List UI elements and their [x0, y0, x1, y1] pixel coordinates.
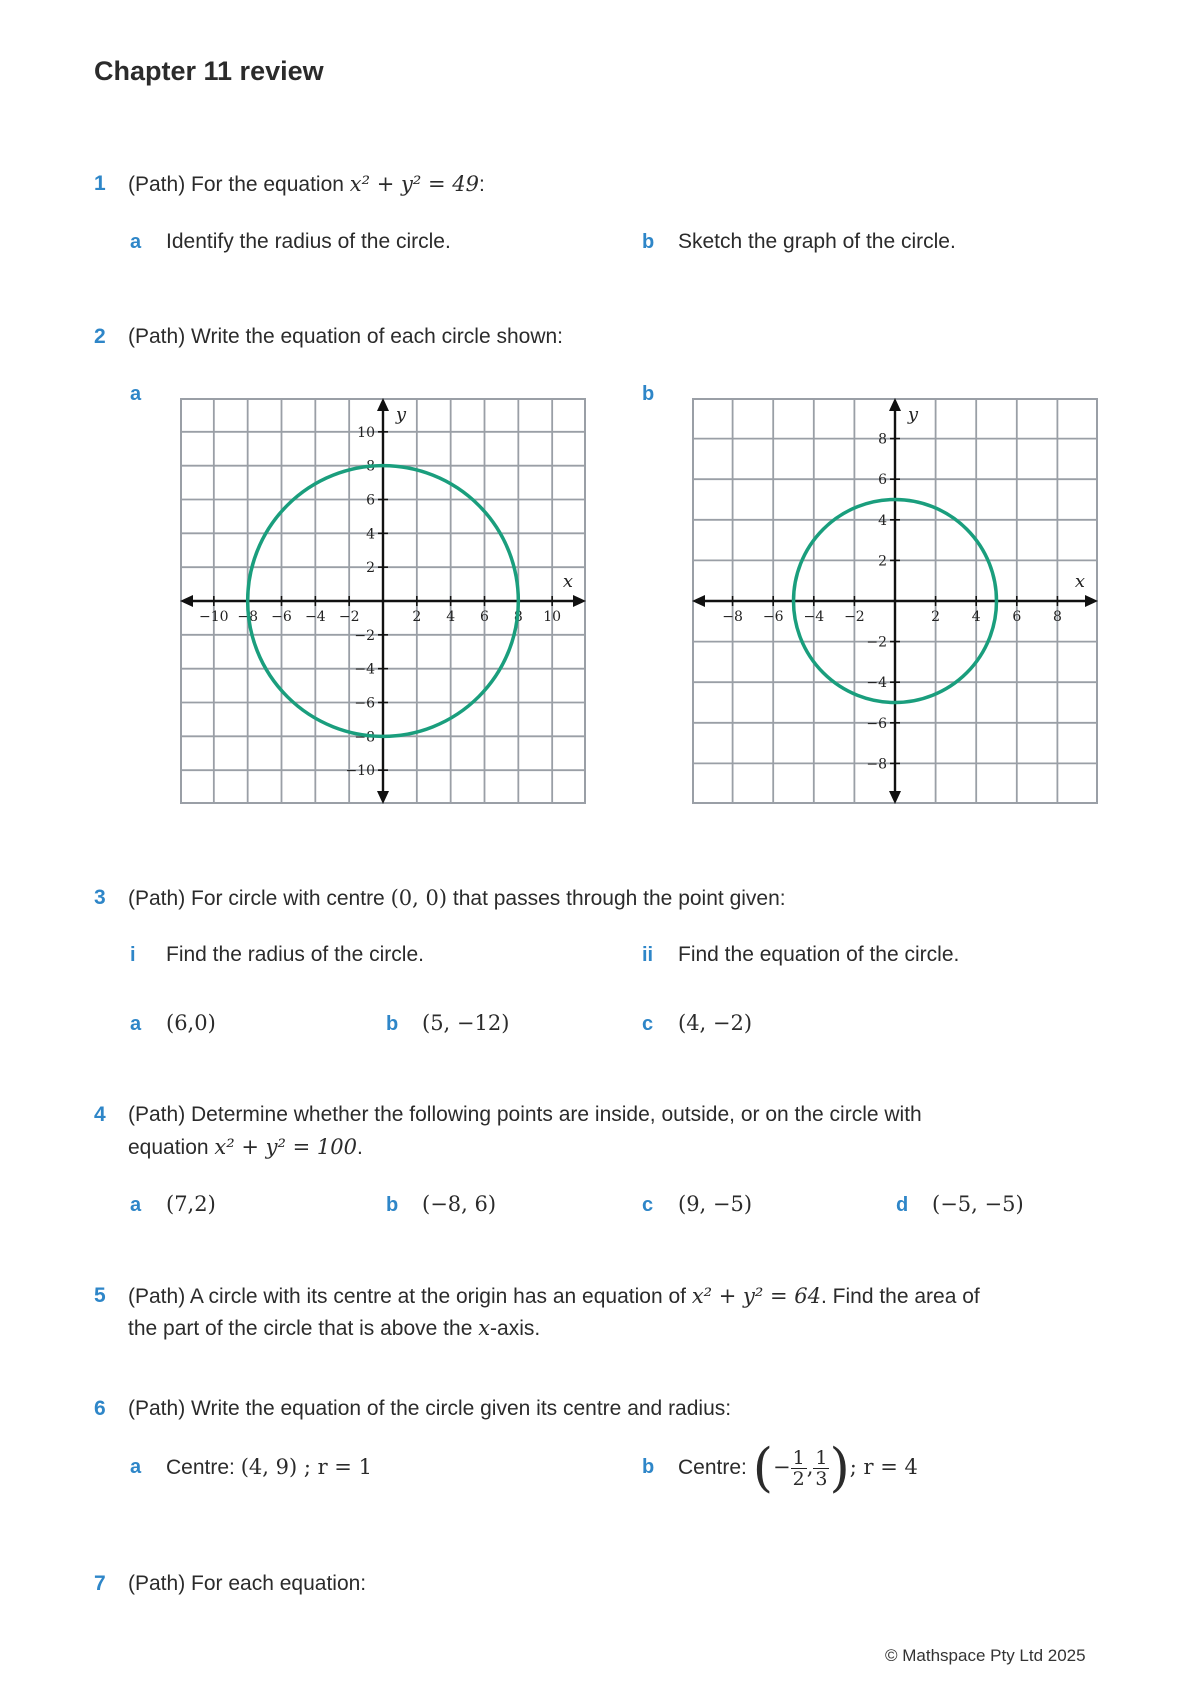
x-tick-label: −2 [338, 609, 360, 625]
y-tick-label: 8 [878, 431, 887, 448]
x-tick-label: 2 [412, 609, 422, 625]
question-number: 2 [94, 325, 106, 348]
part-label: ii [642, 944, 654, 966]
part-label: b [642, 383, 655, 405]
centre-value: (4, 9) ; r = 1 [240, 1455, 372, 1479]
y-tick-label: 4 [878, 512, 887, 529]
fraction-numerator: 1 [792, 1446, 805, 1469]
question-text-line-2 [128, 1135, 363, 1160]
y-axis-label: y [395, 404, 407, 425]
part-label: c [642, 1013, 654, 1035]
radius-value: ; r = 4 [849, 1455, 918, 1479]
close-paren: ) [829, 1438, 850, 1499]
question-text [128, 886, 786, 911]
y-tick-label: −2 [354, 627, 375, 644]
y-tick-label: −4 [866, 675, 887, 692]
part-text: Sketch the graph of the circle. [678, 230, 956, 253]
part-label: b [386, 1013, 399, 1035]
question-1-equation: x² + y² = 49 [349, 172, 479, 196]
part-label: c [642, 1194, 654, 1216]
question-5-equation: x² + y² = 64 [691, 1284, 821, 1308]
centre-label: Centre: [678, 1456, 753, 1479]
part-label: b [642, 1456, 655, 1478]
part-text: Find the equation of the circle. [678, 943, 960, 966]
part-text [678, 1436, 918, 1499]
centre-label: Centre: [166, 1456, 241, 1479]
x-tick-label: 8 [1052, 609, 1062, 625]
x-tick-label: 4 [446, 609, 456, 625]
question-number: 5 [94, 1284, 106, 1307]
part-value: (−8, 6) [422, 1192, 497, 1216]
y-tick-label: 2 [366, 560, 375, 577]
y-tick-label: −4 [354, 661, 375, 678]
x-tick-label: −4 [305, 609, 326, 625]
x-tick-label: 10 [543, 609, 562, 625]
x-tick-label: 4 [971, 609, 981, 625]
part-label: b [386, 1194, 399, 1216]
part-value: (6,0) [166, 1011, 216, 1035]
x-tick-label: 8 [513, 609, 523, 625]
question-5-text-2: the part of the circle that is above the [128, 1317, 479, 1340]
fraction-one-third [813, 1448, 829, 1489]
part-value: (7,2) [166, 1192, 216, 1216]
question-5-end-2: -axis. [490, 1317, 541, 1340]
y-tick-label: 6 [878, 472, 887, 489]
question-number: 1 [94, 172, 106, 195]
fraction-one-half [791, 1448, 807, 1489]
y-tick-label: 10 [357, 424, 375, 441]
question-1-text: (Path) For the equation [128, 173, 350, 196]
y-tick-label: 6 [366, 492, 375, 509]
x-tick-label: 6 [1012, 609, 1022, 625]
question-text-line-2 [128, 1316, 540, 1341]
question-number: 6 [94, 1397, 106, 1420]
question-4-equation: x² + y² = 100 [214, 1135, 357, 1159]
y-tick-label: −8 [354, 729, 375, 746]
part-label: a [130, 1194, 142, 1216]
question-5-variable: x [478, 1316, 491, 1340]
part-value: (5, −12) [422, 1011, 510, 1035]
question-text [128, 1284, 980, 1309]
question-text: (Path) Determine whether the following points are inside, outside, or on the circle with [128, 1103, 922, 1126]
question-1-end: : [478, 173, 485, 196]
part-value: (−5, −5) [932, 1192, 1024, 1216]
question-number: 4 [94, 1103, 106, 1126]
question-4-text: equation [128, 1136, 215, 1159]
y-tick-label: −6 [866, 715, 887, 732]
x-tick-label: −8 [237, 609, 258, 625]
question-text: (Path) Write the equation of the circle given its centre and radius: [128, 1397, 732, 1420]
y-tick-label: 2 [878, 553, 887, 570]
minus-sign: − [773, 1455, 791, 1479]
question-5-text: (Path) A circle with its centre at the origin has an equation of [128, 1285, 692, 1308]
question-number: 3 [94, 886, 106, 909]
x-axis-label: x [562, 571, 574, 592]
part-label: i [130, 944, 136, 966]
y-tick-label: 8 [366, 458, 375, 475]
circle-graph-a [180, 398, 586, 804]
x-tick-label: −2 [844, 609, 865, 625]
x-tick-label: −4 [803, 609, 825, 625]
part-label: a [130, 231, 142, 253]
fraction-numerator: 1 [815, 1446, 828, 1469]
question-text: (Path) Write the equation of each circle shown: [128, 325, 564, 348]
x-tick-label: 2 [931, 609, 941, 625]
question-text: (Path) For each equation: [128, 1572, 367, 1595]
y-tick-label: 4 [366, 526, 375, 543]
fraction-denominator: 3 [815, 1467, 828, 1490]
part-text: Find the radius of the circle. [166, 943, 424, 966]
part-label: a [130, 1013, 142, 1035]
x-tick-label: −6 [762, 609, 784, 625]
part-label: a [130, 383, 142, 405]
y-tick-label: −8 [866, 756, 887, 773]
y-axis-label: y [907, 404, 919, 425]
fraction-denominator: 2 [792, 1467, 805, 1490]
part-value: (4, −2) [678, 1011, 753, 1035]
comma: , [806, 1455, 814, 1479]
question-3-centre: (0, 0) [390, 886, 448, 910]
open-paren: ( [752, 1438, 773, 1499]
y-tick-label: −10 [345, 763, 375, 780]
x-tick-label: −10 [199, 609, 229, 625]
y-tick-label: −2 [866, 634, 887, 651]
question-number: 7 [94, 1572, 106, 1595]
x-tick-label: 6 [480, 609, 489, 625]
question-3-text: (Path) For circle with centre [128, 887, 391, 910]
part-label: a [130, 1456, 142, 1478]
question-text [128, 172, 485, 197]
part-text: Identify the radius of the circle. [166, 230, 451, 253]
question-5-end: . Find the area of [820, 1285, 980, 1308]
question-3-text-end: that passes through the point given: [447, 887, 786, 910]
question-4-end: . [356, 1136, 363, 1159]
footer-copyright: © Mathspace Pty Ltd 2025 [885, 1646, 1086, 1665]
part-label: d [896, 1194, 909, 1216]
x-axis-label: x [1074, 571, 1086, 592]
y-tick-label: −6 [354, 695, 375, 712]
page-title: Chapter 11 review [94, 56, 324, 86]
circle-graph-b [692, 398, 1098, 804]
x-tick-label: −8 [722, 609, 743, 625]
part-label: b [642, 231, 655, 253]
part-text [166, 1455, 372, 1480]
x-tick-label: −6 [271, 609, 292, 625]
part-value: (9, −5) [678, 1192, 753, 1216]
